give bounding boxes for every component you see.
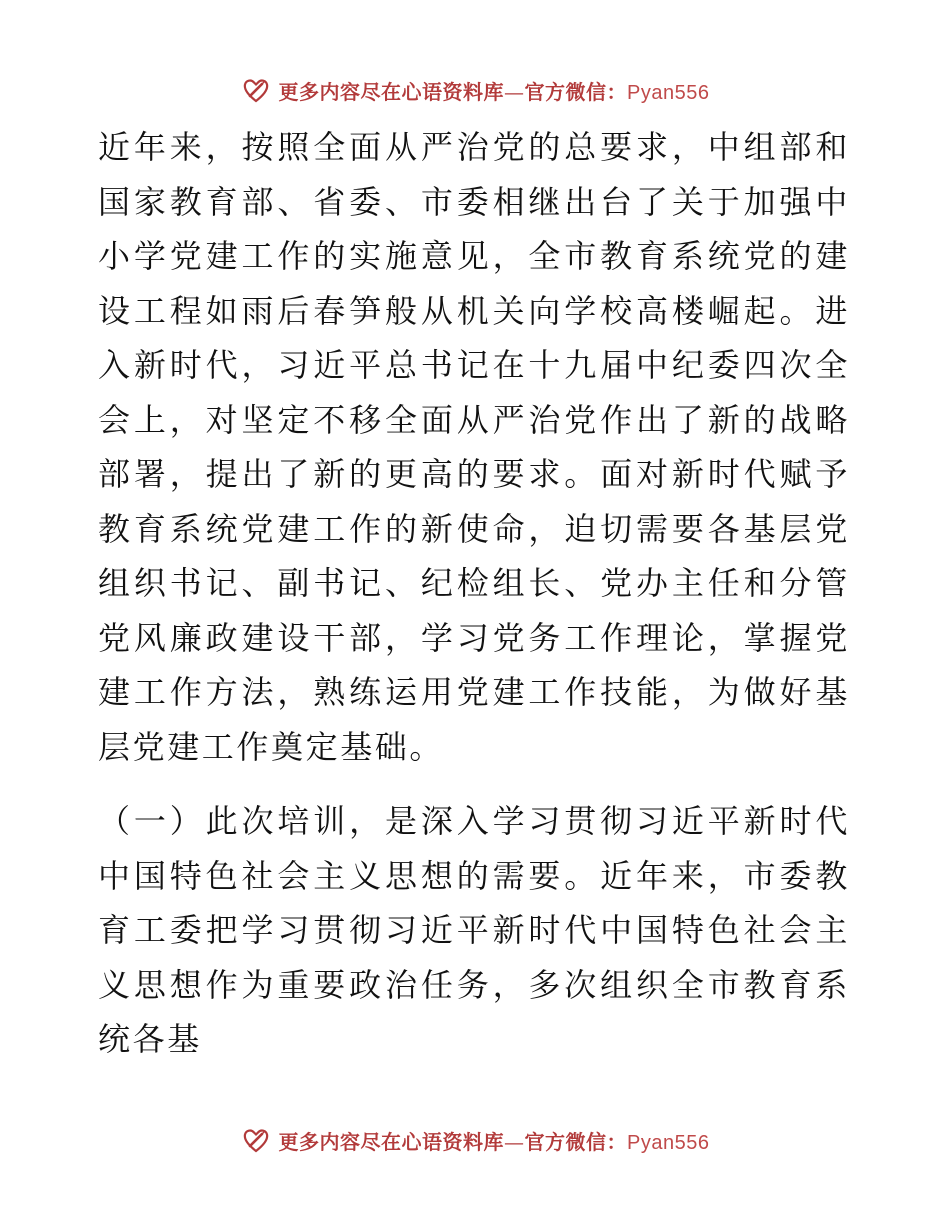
watermark-text: 更多内容尽在心语资料库—官方微信：Pyan556 — [278, 1129, 710, 1154]
watermark-footer — [0, 1122, 950, 1158]
body-paragraph: （一）此次培训，是深入学习贯彻习近平新时代中国特色社会主义思想的需要。近年来，市委教育工委把学习贯彻习近平新时代中国特色社会主义思想作为重要政治任务，多次组织全市教育系统各基 — [98, 802, 850, 1058]
body-paragraph: 近年来，按照全面从严治党的总要求，中组部和国家教育部、省委、市委相继出台了关于加强中小学党建工作的实施意见，全市教育系统党的建设工程如雨后春笋般从机关向学校高楼崛起。进入新时代，习近平总书记在十九届中纪委四次全会上，对坚定不移全面从严治党作出了新的战略部署，提出了新的更高的要求。面对新时代赋予教育系统党建工作的新使命，迫切需要各基层党组织书记、副书记、纪检组长、党办主任和分管党风廉政建设干部，学习党务工作理论，掌握党建工作方法，熟练运用党建工作技能，为做好基层党建工作奠定基础。 — [98, 128, 850, 766]
document-body — [98, 120, 850, 1067]
watermark-text: 更多内容尽在心语资料库—官方微信：Pyan556 — [278, 79, 710, 104]
heart-pen-logo-icon — [241, 75, 271, 105]
heart-pen-logo-icon — [241, 1125, 271, 1155]
watermark-header — [0, 72, 950, 108]
